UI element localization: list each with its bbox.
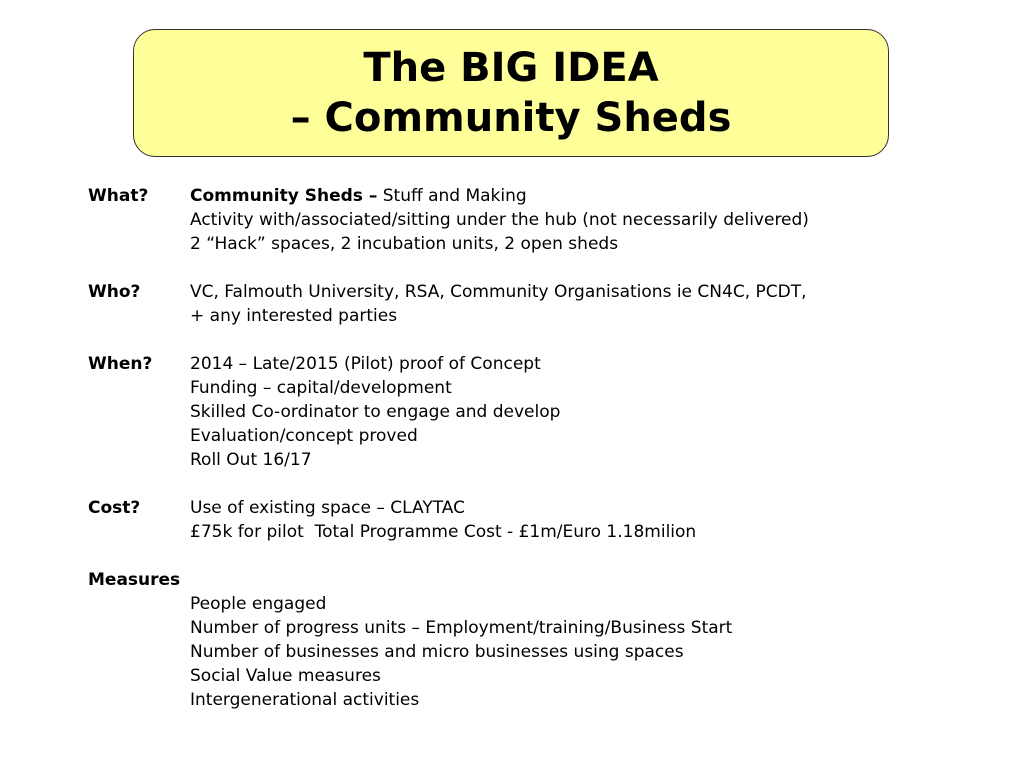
measures-row-4: [88, 664, 988, 688]
spacer: [88, 256, 988, 280]
measures-value-5: Intergenerational activities: [190, 690, 420, 710]
cost-value-2: £75k for pilot Total Programme Cost - £1m/Euro 1.18milion: [190, 522, 697, 542]
what-value-1: [190, 184, 527, 208]
what-row-1: [88, 184, 988, 208]
when-row-4: [88, 424, 988, 448]
what-label: What?: [88, 186, 149, 206]
title-line-2: – Community Sheds: [290, 95, 732, 141]
when-row-1: [88, 352, 988, 376]
what-value-2: Activity with/associated/sitting under the hub (not necessarily delivered): [190, 210, 809, 230]
measures-row-2: [88, 616, 988, 640]
who-label: Who?: [88, 282, 141, 302]
cost-label: Cost?: [88, 498, 141, 518]
when-label: When?: [88, 354, 153, 374]
who-value-1: VC, Falmouth University, RSA, Community Organisations ie CN4C, PCDT,: [190, 282, 807, 302]
spacer: [88, 472, 988, 496]
what-row-2: [88, 208, 988, 232]
when-value-3: Skilled Co-ordinator to engage and develop: [190, 402, 561, 422]
when-value-1: 2014 – Late/2015 (Pilot) proof of Concept: [190, 354, 541, 374]
what-row-3: [88, 232, 988, 256]
measures-row-label: [88, 568, 988, 592]
what-value-1-rest: Stuff and Making: [377, 186, 527, 206]
cost-row-1: [88, 496, 988, 520]
slide-body: [88, 184, 988, 712]
measures-value-4: Social Value measures: [190, 666, 381, 686]
measures-row-1: [88, 592, 988, 616]
when-row-2: [88, 376, 988, 400]
spacer: [88, 328, 988, 352]
measures-label: Measures: [88, 570, 181, 590]
who-row-1: [88, 280, 988, 304]
what-value-3: 2 “Hack” spaces, 2 incubation units, 2 open sheds: [190, 234, 619, 254]
when-row-5: [88, 448, 988, 472]
measures-row-5: [88, 688, 988, 712]
measures-value-3: Number of businesses and micro businesses using spaces: [190, 642, 684, 662]
what-highlight: Community Sheds –: [190, 186, 378, 206]
measures-value-1: People engaged: [190, 594, 327, 614]
when-value-5: Roll Out 16/17: [190, 450, 312, 470]
when-value-4: Evaluation/concept proved: [190, 426, 418, 446]
title-box: [133, 29, 889, 157]
measures-value-2: Number of progress units – Employment/training/Business Start: [190, 618, 733, 638]
when-row-3: [88, 400, 988, 424]
measures-row-3: [88, 640, 988, 664]
title-line-1: The BIG IDEA: [363, 45, 659, 91]
who-row-2: [88, 304, 988, 328]
cost-row-2: [88, 520, 988, 544]
cost-value-1: Use of existing space – CLAYTAC: [190, 498, 465, 518]
when-value-2: Funding – capital/development: [190, 378, 452, 398]
who-value-2: + any interested parties: [190, 306, 398, 326]
spacer: [88, 544, 988, 568]
